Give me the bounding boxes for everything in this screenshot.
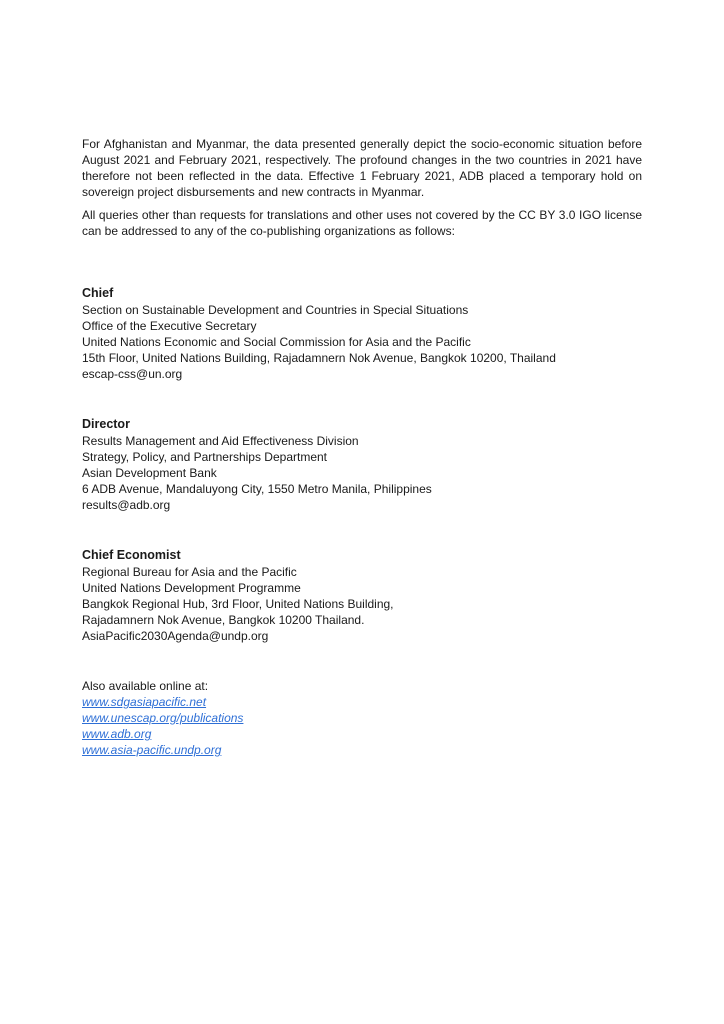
contact-line: Regional Bureau for Asia and the Pacific (82, 565, 297, 579)
contact-line: Bangkok Regional Hub, 3rd Floor, United Nations Building, (82, 597, 394, 611)
contact-email: results@adb.org (82, 498, 171, 512)
contact-email: AsiaPacific2030Agenda@undp.org (82, 629, 269, 643)
contact-title: Director (82, 417, 130, 431)
contact-line: Asian Development Bank (82, 466, 217, 480)
link-sdgasiapacific[interactable]: www.sdgasiapacific.net (82, 695, 207, 709)
contact-line: 6 ADB Avenue, Mandaluyong City, 1550 Metro Manila, Philippines (82, 482, 432, 496)
contact-block-escap (82, 285, 642, 382)
link-undp-asia-pacific[interactable]: www.asia-pacific.undp.org (82, 743, 222, 757)
contact-line: Results Management and Aid Effectiveness Division (82, 434, 359, 448)
contact-line: Section on Sustainable Development and Countries in Special Situations (82, 303, 469, 317)
link-adb[interactable]: www.adb.org (82, 727, 152, 741)
intro-paragraph-data-note: For Afghanistan and Myanmar, the data presented generally depict the socio-economic situation before August 2021 and February 2021, respectively. The profound changes in the two countries in 2021 have therefore not been reflected in the data. Effective 1 February 2021, ADB placed a temporary hold on sovereign project disbursements and new contracts in Myanmar. (82, 137, 642, 199)
contact-email: escap-css@un.org (82, 367, 183, 381)
contact-title: Chief Economist (82, 548, 181, 562)
contact-block-adb (82, 416, 642, 513)
contact-block-undp (82, 547, 642, 644)
document-page (82, 136, 642, 758)
contact-title: Chief (82, 286, 114, 300)
intro-paragraph-queries: All queries other than requests for translations and other uses not covered by the CC BY 3.0 IGO license can be addressed to any of the co-publishing organizations as follows: (82, 208, 642, 238)
contact-line: Rajadamnern Nok Avenue, Bangkok 10200 Thailand. (82, 613, 365, 627)
contact-line: United Nations Development Programme (82, 581, 301, 595)
online-availability (82, 678, 642, 758)
contact-line: Strategy, Policy, and Partnerships Department (82, 450, 328, 464)
contact-line: 15th Floor, United Nations Building, Rajadamnern Nok Avenue, Bangkok 10200, Thailand (82, 351, 556, 365)
contact-line: Office of the Executive Secretary (82, 319, 257, 333)
contact-line: United Nations Economic and Social Commission for Asia and the Pacific (82, 335, 471, 349)
online-label: Also available online at: (82, 679, 209, 693)
link-unescap-publications[interactable]: www.unescap.org/publications (82, 711, 244, 725)
